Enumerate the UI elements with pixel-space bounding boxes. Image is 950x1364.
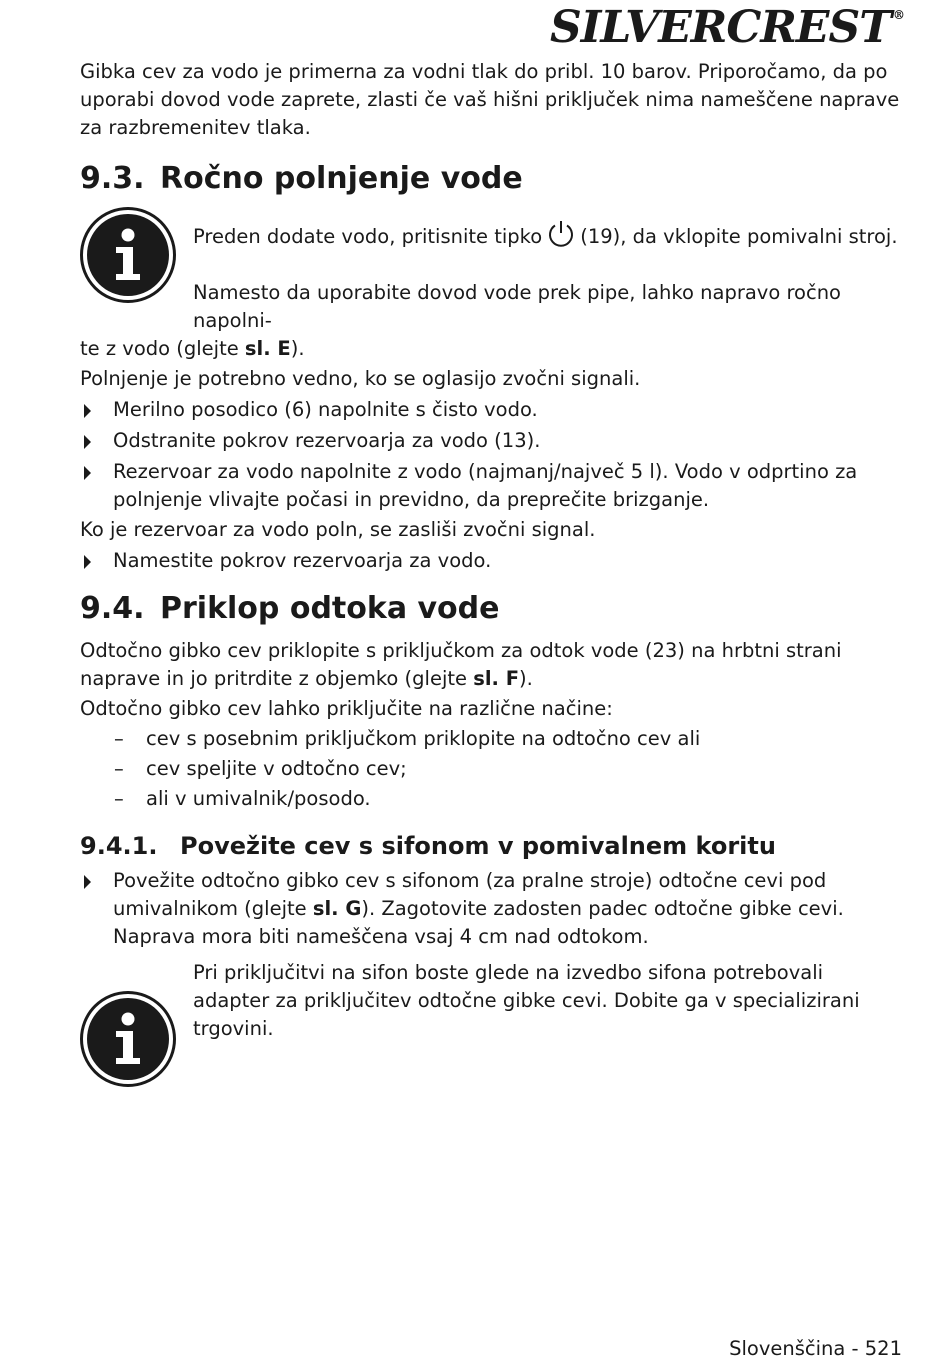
manual-fill-paragraph: Namesto da uporabite dovod vode prek pipe, lahko napravo ročno napolni-: [193, 281, 841, 332]
fill-required-paragraph: Polnjenje je potrebno vedno, ko se oglasijo zvočni signali.: [80, 367, 641, 390]
page-footer: Slovenščina - 521: [729, 1337, 902, 1360]
section-heading-9-3: 9.3. Ročno polnjenje vode: [80, 161, 523, 196]
bullet-arrow-icon: [84, 435, 91, 449]
figure-ref-g: sl. G: [312, 897, 362, 920]
list-item: – cev speljite v odtočno cev;: [114, 757, 407, 780]
figure-ref-e: sl. E: [244, 337, 291, 360]
drain-paragraph: Odtočno gibko cev priklopite s priključkom za odtok vode (23) na hrbtni strani naprave in jo pritrdite z objemko (glejte sl. F).: [80, 639, 842, 690]
section-heading-9-4: 9.4. Priklop odtoka vode: [80, 591, 500, 626]
page-content: [80, 58, 902, 1059]
list-item: Merilno posodico (6) napolnite s čisto vodo.: [80, 396, 902, 424]
list-item: Odstranite pokrov rezervoarja za vodo (13).: [80, 427, 902, 455]
manual-fill-paragraph-cont: te z vodo (glejte sl. E).: [80, 337, 305, 360]
bullet-arrow-icon: [84, 555, 91, 569]
info-note-power: [80, 207, 902, 307]
info-note-text: Preden dodate vodo, pritisnite tipko (19), da vklopite pomivalni stroj.: [193, 207, 902, 257]
list-item: Rezervoar za vodo napolnite z vodo (najmanj/največ 5 l). Vodo v odprtino za polnjenje vlivajte počasi in previdno, da preprečite brizganje.: [80, 458, 902, 514]
bullet-arrow-icon: [84, 875, 91, 889]
info-note-text: Pri priključitvi na sifon boste glede na izvedbo sifona potrebovali adapter za priključitev odtočne gibke cevi. Dobite ga v specializirani trgovini.: [193, 961, 860, 1040]
bullet-arrow-icon: [84, 404, 91, 418]
drain-options-paragraph: Odtočno gibko cev lahko priključite na različne načine:: [80, 697, 613, 720]
intro-paragraph: Gibka cev za vodo je primerna za vodni tlak do pribl. 10 barov. Priporočamo, da po uporabi dovod vode zaprete, zlasti če vaš hišni priključek nima nameščene naprave za razbremenitev tlaka.: [80, 60, 900, 139]
list-item: Povežite odtočno gibko cev s sifonom (za pralne stroje) odtočne cevi pod umivalnikom (glejte sl. G). Zagotovite zadosten padec odtočne gibke cevi. Naprava mora biti nameščena vsaj 4 cm nad odtokom.: [80, 867, 902, 951]
list-item: – ali v umivalnik/posodo.: [114, 787, 371, 810]
power-icon: [546, 219, 576, 257]
info-icon: [80, 991, 176, 1087]
figure-ref-f: sl. F: [473, 667, 520, 690]
list-item: Namestite pokrov rezervoarja za vodo.: [80, 547, 902, 575]
bullet-arrow-icon: [84, 466, 91, 480]
tank-full-paragraph: Ko je rezervoar za vodo poln, se zasliši zvočni signal.: [80, 518, 596, 541]
section-heading-9-4-1: 9.4.1. Povežite cev s sifonom v pomivalnem koritu: [80, 832, 776, 860]
info-icon: [80, 207, 176, 303]
brand-logo: SILVERCREST ®: [550, 2, 904, 53]
info-note-siphon: [80, 959, 902, 1059]
list-item: – cev s posebnim priključkom priklopite na odtočno cev ali: [114, 727, 701, 750]
